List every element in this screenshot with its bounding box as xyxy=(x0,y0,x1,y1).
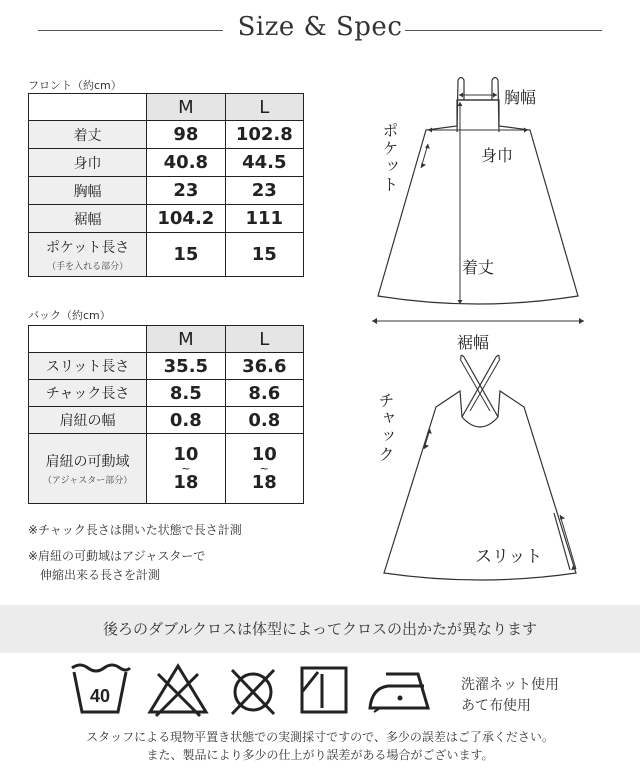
value-m xyxy=(147,434,225,504)
value-l: 102.8 xyxy=(225,121,303,149)
range-max: 18 xyxy=(173,471,199,493)
row-label xyxy=(29,434,147,504)
size-header-m: M xyxy=(147,326,225,353)
row-label: チャック長さ xyxy=(29,380,147,407)
label-length: 着丈 xyxy=(462,258,495,277)
row-label xyxy=(29,233,147,277)
value-l xyxy=(225,434,303,504)
table-row xyxy=(29,177,304,205)
note-strap-2: 伸縮出来る長さを計測 xyxy=(28,568,161,582)
label-zipper: チャック xyxy=(376,392,395,464)
footer-disclaimer xyxy=(0,728,640,764)
value-l: 15 xyxy=(225,233,303,277)
front-caption: フロント（約cm） xyxy=(28,79,122,92)
range-max: 18 xyxy=(251,471,277,493)
table-row xyxy=(29,205,304,233)
value-m: 35.5 xyxy=(147,353,225,380)
front-spec-table xyxy=(28,93,304,277)
table-corner xyxy=(29,326,147,353)
table-row xyxy=(29,434,304,504)
size-header-m: M xyxy=(147,94,225,121)
note-strap-1: ※肩紐の可動域はアジャスターで xyxy=(28,549,206,563)
value-m: 40.8 xyxy=(147,149,225,177)
note-zipper: ※チャック長さは開いた状態で長さ計測 xyxy=(28,523,242,537)
row-label-sub: （アジャスター部分） xyxy=(42,476,133,486)
notice-band: 後ろのダブルクロスは体型によってクロスの出かたが異なります xyxy=(0,605,640,653)
iron-low-icon xyxy=(366,664,442,716)
value-l: 111 xyxy=(225,205,303,233)
row-label: 胸幅 xyxy=(29,177,147,205)
value-l: 0.8 xyxy=(225,407,303,434)
no-tumble-dry-icon xyxy=(224,660,282,718)
value-m: 8.5 xyxy=(147,380,225,407)
range-sep: ~ xyxy=(259,461,269,475)
row-label-main: ポケット長さ xyxy=(45,240,130,256)
row-label-sub: （手を入れる部分） xyxy=(47,262,129,272)
row-label: 着丈 xyxy=(29,121,147,149)
value-m: 23 xyxy=(147,177,225,205)
table-row xyxy=(29,353,304,380)
back-cross-strap-a xyxy=(464,357,498,417)
no-bleach-icon xyxy=(146,660,210,718)
range-min: 10 xyxy=(173,443,199,465)
label-slit: スリット xyxy=(475,547,543,567)
value-l: 36.6 xyxy=(225,353,303,380)
table-row xyxy=(29,149,304,177)
line-dry-icon xyxy=(298,660,352,718)
table-row xyxy=(29,380,304,407)
back-cross-strap-b xyxy=(462,357,496,417)
wash-temp: 40 xyxy=(89,686,111,706)
label-pocket: ポケット xyxy=(380,122,399,194)
size-header-l: L xyxy=(225,94,303,121)
table-row xyxy=(29,121,304,149)
title-rule-right xyxy=(405,30,602,31)
wash-40-icon xyxy=(68,660,132,718)
row-label-main: 肩紐の可動域 xyxy=(45,454,130,470)
label-chest: 胸幅 xyxy=(504,88,537,107)
label-hem: 裾幅 xyxy=(457,333,490,352)
table-corner xyxy=(29,94,147,121)
care-text-cloth: あて布使用 xyxy=(461,698,531,714)
row-label: 身巾 xyxy=(29,149,147,177)
value-m: 98 xyxy=(147,121,225,149)
value-m: 104.2 xyxy=(147,205,225,233)
value-l: 23 xyxy=(225,177,303,205)
label-body-width: 身巾 xyxy=(481,146,514,165)
footer-line-1: スタッフによる現物平置き状態での実測採寸ですので、多少の誤差はご了承ください。 xyxy=(86,730,554,744)
value-m: 0.8 xyxy=(147,407,225,434)
value-l: 8.6 xyxy=(225,380,303,407)
row-label: 裾幅 xyxy=(29,205,147,233)
value-l: 44.5 xyxy=(225,149,303,177)
row-label: スリット長さ xyxy=(29,353,147,380)
front-dress-diagram xyxy=(360,60,600,340)
front-strap-right xyxy=(492,78,499,133)
table-row xyxy=(29,233,304,277)
row-label: 肩紐の幅 xyxy=(29,407,147,434)
page-title: Size & Spec xyxy=(237,12,403,42)
size-header-l: L xyxy=(225,326,303,353)
footer-line-2: また、製品により多少の仕上がり誤差がある場合がございます。 xyxy=(146,748,494,762)
table-row xyxy=(29,407,304,434)
care-text-net: 洗濯ネット使用 xyxy=(461,677,559,693)
back-caption: バック（約cm） xyxy=(28,309,111,322)
back-spec-table xyxy=(28,325,304,504)
range-sep: ~ xyxy=(181,461,191,475)
value-m: 15 xyxy=(147,233,225,277)
range-min: 10 xyxy=(251,443,277,465)
